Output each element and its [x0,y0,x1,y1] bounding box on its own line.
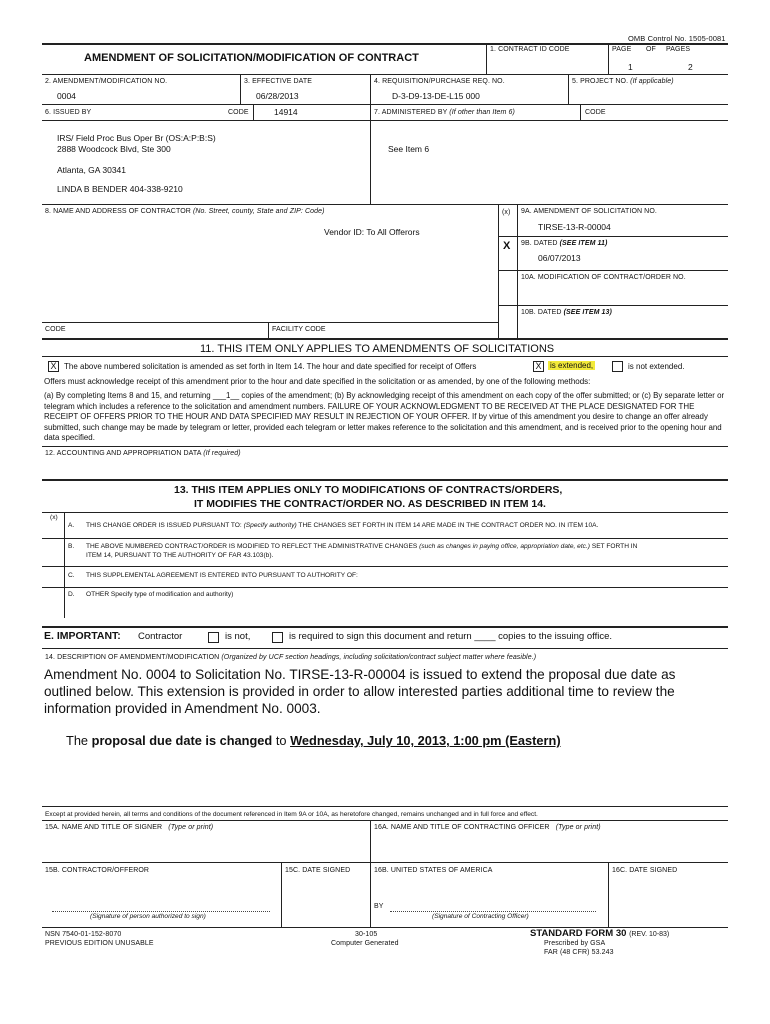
amendment-solicitation-label: 9A. AMENDMENT OF SOLICITATION NO. [521,208,657,215]
is-required-checkbox[interactable] [272,632,283,643]
divider [580,104,581,120]
option-c-text[interactable]: THIS SUPPLEMENTAL AGREEMENT IS ENTERED INTO PURSUANT TO AUTHORITY OF: [86,572,358,579]
due-date-statement: The proposal due date is changed to Wednesday, July 10, 2013, 1:00 pm (Eastern) [66,733,561,748]
item13-heading-2: IT MODIFIES THE CONTRACT/ORDER NO. AS DESCRIBED IN ITEM 14. [194,498,546,510]
facility-code-label: FACILITY CODE [272,326,326,333]
pages-value[interactable]: 2 [688,62,693,72]
important-label: E. IMPORTANT: [44,630,121,642]
acknowledgment-instructions: (a) By completing Items 8 and 15, and returning ___1__ copies of the amendment; (b) By acknowledging receipt of this amendment on each copy of the offer submitted; or (c) By separate letter or telegram which includes a reference to the solicitation and amendment numbers. FAILURE OF YOUR ACKNOWLEDGMENT TO BE RECEIVED AT THE PLACE DESIGNATED FOR THE RECEIPT OF OFFERS PRIOR TO THE HOUR AND DATA SPECIFIED MAY RESULT IN REJECTION OF YOUR OFFER. If by virtue of this amendment you desire to change an offer already submitted, such change may be made by telegram or letter, provided each telegram or letter makes reference to the solicitation and this amendment, and is received prior to the opening hour and data specified. [44,391,725,443]
by-label: BY [374,903,384,910]
divider [240,74,241,104]
is-extended-checkbox[interactable]: X [533,361,544,372]
prescribed-by: Prescribed by GSA [544,940,606,947]
form-number: 30-105 [355,931,378,938]
contracting-officer-label: 16A. NAME AND TITLE OF CONTRACTING OFFICER (Type or print) [374,824,601,831]
solicitation-amended-checkbox[interactable]: X [48,361,59,372]
divider [486,44,487,74]
omb-control-number: OMB Control No. 1505-0081 [628,34,726,43]
rule [42,322,498,323]
code-label: CODE [45,326,66,333]
rule [42,479,728,481]
option-d-text[interactable]: OTHER Specify type of modification and authority) [86,591,234,598]
project-no-label: 5. PROJECT NO. (If applicable) [572,78,674,85]
issuer-address: 2888 Woodcock Blvd, Ste 300 [57,144,171,154]
option-b-text-2: ITEM 14, PURSUANT TO THE AUTHORITY OF FAR 43.103(b). [86,552,274,559]
signature-line-contractor[interactable] [52,911,270,912]
divider [370,820,371,928]
rule [498,270,728,271]
option-c-key: C. [68,572,75,579]
rule [42,104,728,105]
x-column-label: (x) [502,209,511,216]
contractor-offeror-label: 15B. CONTRACTOR/OFFEROR [45,867,150,874]
issued-by-label: 6. ISSUED BY [45,109,92,116]
divider [370,74,371,104]
rule [42,626,728,628]
dated-9b-label: 9B. DATED (SEE ITEM 11) [521,240,608,247]
effective-date-value[interactable]: 06/28/2013 [256,91,299,101]
rule [42,566,728,567]
page-value[interactable]: 1 [628,62,633,72]
rule [42,338,728,340]
issuer-city: Atlanta, GA 30341 [57,165,126,175]
administered-by-label: 7. ADMINISTERED BY (If other than Item 6) [374,109,515,116]
item11-line1: The above numbered solicitation is amended as set forth in Item 14. The hour and date specified for receipt of Offers [64,362,477,371]
rule [42,648,728,649]
requisition-label: 4. REQUISITION/PURCHASE REQ. NO. [374,78,505,85]
option-b-key: B. [68,543,75,550]
united-states-label: 16B. UNITED STATES OF AMERICA [374,867,493,874]
form-title: AMENDMENT OF SOLICITATION/MODIFICATION OF CONTRACT [84,52,419,64]
admin-code-label: CODE [585,109,606,116]
signature-line-officer[interactable] [390,911,596,912]
divider [64,512,65,618]
nsn-number: NSN 7540-01-152-8070 [45,931,122,938]
option-a-text[interactable]: THIS CHANGE ORDER IS ISSUED PURSUANT TO: (Specify authority) THE CHANGES SET FORTH IN ITEM 14 ARE MADE IN THE CONTRACT ORDER NO. IN ITEM 10A. [86,522,599,529]
rule [42,820,728,821]
divider [370,104,371,204]
divider [517,204,518,338]
solicitation-number[interactable]: TIRSE-13-R-00004 [538,222,611,232]
is-extended-label: is extended, [550,361,594,370]
contractor-label: 8. NAME AND ADDRESS OF CONTRACTOR (No. Street, county, State and ZIP: Code) [45,208,325,215]
administered-by-value: See Item 6 [388,144,430,154]
dated-9b-value[interactable]: 06/07/2013 [538,253,581,263]
rule [42,538,728,539]
x-column-label: (x) [50,514,58,521]
of-label: OF [646,46,656,53]
divider [253,104,254,120]
rule [42,806,728,807]
pages-label: PAGES [666,46,691,53]
previous-edition-note: PREVIOUS EDITION UNUSABLE [45,940,154,947]
not-extended-checkbox[interactable] [612,361,623,372]
except-clause: Except at provided herein, all terms and conditions of the document referenced in Item 9A or 10A, as heretofore changed, remains unchanged and in full force and effect. [45,811,538,818]
signer-name-label: 15A. NAME AND TITLE OF SIGNER (Type or print) [45,824,214,831]
item13-heading-1: 13. THIS ITEM APPLIES ONLY TO MODIFICATIONS OF CONTRACTS/ORDERS, [174,484,563,496]
issued-code-label: CODE [228,109,249,116]
is-not-checkbox[interactable] [208,632,219,643]
amendment-description: Amendment No. 0004 to Solicitation No. TIRSE-13-R-00004 is issued to extend the proposal due date as outlined below. This extension is provided in order to allow interested parties additional time to review the information provided in Amendment No. 0003. [44,667,676,716]
requisition-value[interactable]: D-3-D9-13-DE-L15 000 [392,91,480,101]
rule [498,236,728,237]
divider [608,44,609,74]
rule [42,512,728,513]
rule [42,446,728,447]
divider [268,322,269,338]
rule [42,74,728,75]
date-signed-16c-label: 16C. DATE SIGNED [612,867,678,874]
option-d-key: D. [68,591,75,598]
effective-date-label: 3. EFFECTIVE DATE [244,78,313,85]
proposal-due-date: Wednesday, July 10, 2013, 1:00 pm (Eastern) [290,733,561,748]
rule [42,120,728,121]
item11-line2: Offers must acknowledge receipt of this amendment prior to the hour and date specified in the solicitation or as amended, by one of the following methods: [44,377,591,386]
item14-label: 14. DESCRIPTION OF AMENDMENT/MODIFICATION (Organized by UCF section headings, including solicitation/contract subject matter where feasible.) [45,654,537,661]
computer-generated-note: Computer Generated [331,940,399,947]
accounting-label: 12. ACCOUNTING AND APPROPRIATION DATA (If required) [45,450,241,457]
issued-code-value[interactable]: 14914 [274,107,298,117]
item9-x-mark[interactable]: X [503,240,511,252]
top-rule [42,43,728,45]
is-required-label: is required to sign this document and return ____ copies to the issuing office. [289,631,613,642]
item11-heading: 11. THIS ITEM ONLY APPLIES TO AMENDMENTS OF SOLICITATIONS [200,343,555,355]
amendment-no-value[interactable]: 0004 [57,91,76,101]
option-b-text[interactable]: THE ABOVE NUMBERED CONTRACT/ORDER IS MODIFIED TO REFLECT THE ADMINISTRATIVE CHANGES (such as changes in paying office, appropriation date, etc.) SET FORTH IN [86,543,638,550]
far-citation: FAR (48 CFR) 53.243 [544,949,614,956]
contract-id-label: 1. CONTRACT ID CODE [490,46,570,53]
divider [281,862,282,928]
rule [42,587,728,588]
modification-10a-label: 10A. MODIFICATION OF CONTRACT/ORDER NO. [521,274,686,281]
vendor-id: Vendor ID: To All Offerors [324,227,420,237]
is-not-label: is not, [225,631,251,642]
rule [42,204,728,205]
option-a-key: A. [68,522,75,529]
date-signed-15c-label: 15C. DATE SIGNED [285,867,351,874]
standard-form-title: STANDARD FORM 30 (REV. 10-83) [530,928,670,939]
not-extended-label: is not extended. [628,362,685,371]
rule [498,305,728,306]
signature-contractor-caption: (Signature of person authorized to sign) [90,913,206,920]
amendment-no-label: 2. AMENDMENT/MODIFICATION NO. [45,78,168,85]
signature-officer-caption: (Signature of Contracting Officer) [432,913,529,920]
issuer-contact: LINDA B BENDER 404-338-9210 [57,184,183,194]
divider [498,204,499,338]
contractor-text: Contractor [138,631,183,642]
divider [608,862,609,928]
rule [42,862,728,863]
dated-10b-label: 10B. DATED (SEE ITEM 13) [521,309,612,316]
rule [42,356,728,357]
page-label: PAGE [612,46,632,53]
issuer-name: IRS/ Field Proc Bus Oper Br (OS:A:P:B:S) [57,133,216,143]
divider [568,74,569,104]
